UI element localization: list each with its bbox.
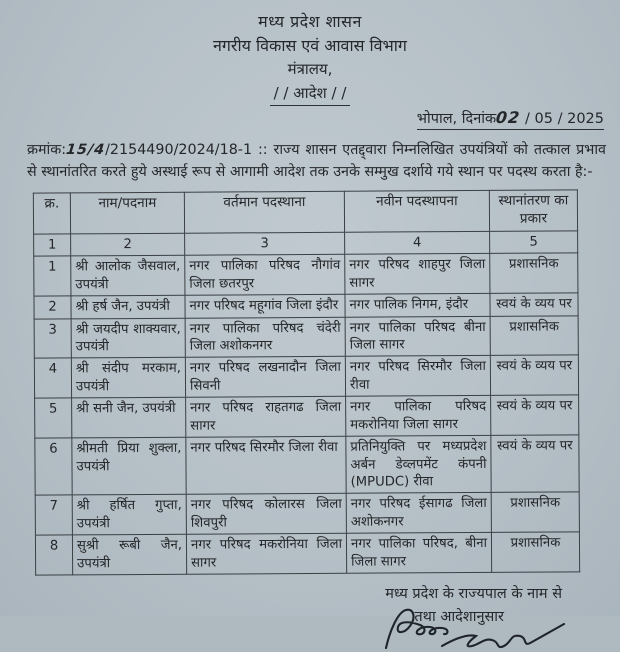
cell-sno: 2 [34,297,71,320]
table-row [35,493,579,536]
cell-name: श्री जयदीप शाक्यवार, उपयंत्री [71,318,185,359]
order-paragraph [27,140,606,183]
cell-new-posting: नगर पालिका परिषद बीना जिला सागर [345,316,490,357]
cell-current-posting: नगर पालिका परिषद चंदेरी जिला अशोकनगर [185,317,345,358]
cell-name: सुश्री रूबी जैन, उपयंत्री [72,535,186,576]
table-row [35,396,579,439]
cell-transfer-type: स्वयं के व्यय पर [490,293,578,316]
order-heading: / / आदेश / / [270,82,351,107]
cell-name: श्री आलोक जैसवाल, उपयंत्री [71,256,185,297]
header-current-posting: वर्तमान पदस्थाना [184,192,344,234]
signature-block [0,583,620,628]
cell-transfer-type: प्रशासनिक [490,316,578,356]
cell-transfer-type: प्रशासनिक [491,532,579,572]
header-new-posting: नवीन पदस्थापना [344,191,489,233]
cell-transfer-type: स्वयं के व्यय पर [491,396,579,436]
cell-transfer-type: स्वयं के व्यय पर [490,356,578,396]
place-date-line [0,108,620,130]
cell-name: श्री सनी जैन, उपयंत्री [72,398,186,439]
cell-current-posting: नगर परिषद सिरमौर जिला रीवा [186,437,346,495]
table-row [35,532,579,575]
ministry-line: मंत्रालय, [287,60,333,78]
cell-new-posting: नगर परिषद ईसागढ जिला अशोकनगर [346,493,491,534]
table-row [34,254,578,297]
handwritten-day: 02 [495,108,522,127]
cell-new-posting: नगर परिषद शाहपुर जिला सागर [345,254,490,295]
colnum-3: 3 [185,233,345,256]
cell-sno: 4 [34,359,71,399]
department-title: नगरीय विकास एवं आवास विभाग [213,36,407,55]
cell-current-posting: नगर परिषद महूगांव जिला इंदौर [185,295,345,318]
table-row [34,356,578,399]
colnum-5: 5 [490,231,578,254]
colnum-1: 1 [34,234,71,257]
header-sno: क्र. [33,193,70,234]
place-date-rest: / 05 / 2025 [520,111,604,127]
ref-label: क्रमांक: [27,142,67,158]
cell-sno: 7 [35,496,72,536]
cell-name: श्री हर्ष जैन, उपयंत्री [71,296,185,319]
cell-transfer-type: स्वयं के व्यय पर [491,435,579,493]
cell-new-posting: नगर परिषद सिरमौर जिला रीवा [345,356,490,397]
by-order-line: तथा आदेशानुसार [414,608,504,625]
cell-name: श्री संदीप मरकाम, उपयंत्री [71,358,185,399]
cell-current-posting: नगर परिषद लखनादौन जिला सिवनी [185,357,345,398]
handwritten-ref-number: 15/4 [65,142,107,158]
govt-title: मध्य प्रदेश शासन [258,12,362,31]
cell-sno: 8 [35,536,72,576]
cell-current-posting: नगर पालिका परिषद नौगांव जिला छतरपुर [185,255,345,296]
governor-name-line: मध्य प्रदेश के राज्यपाल के नाम से [385,586,562,603]
cell-new-posting: नगर पालिक निगम, इंदौर [345,294,490,317]
document-header [0,0,620,106]
header-transfer-type: स्थानांतरण का प्रकार [489,190,577,231]
table-row [35,435,579,496]
cell-new-posting: नगर पालिका परिषद मकरोनिया जिला सागर [346,396,491,437]
cell-transfer-type: प्रशासनिक [490,254,578,294]
ref-rest: /2154490/2024/18-1 :: [105,142,274,158]
cell-current-posting: नगर परिषद कोलारस जिला शिवपुरी [186,494,346,535]
header-name: नाम/पदनाम [70,193,184,235]
cell-new-posting: प्रतिनियुक्ति पर मध्यप्रदेश अर्बन डेव्लपमेंट कंपनी (MPUDC) रीवा [346,436,491,494]
table-row [34,316,578,359]
cell-current-posting: नगर परिषद मकरोनिया जिला सागर [186,534,346,575]
cell-current-posting: नगर परिषद राहतगढ जिला सागर [186,397,346,438]
colnum-2: 2 [71,234,185,257]
cell-sno: 3 [34,319,71,359]
cell-name: श्री हर्षित गुप्ता, उपयंत्री [72,495,186,536]
cell-name: श्रीमती प्रिया शुक्ला, उपयंत्री [72,438,186,496]
place-date-prefix: भोपाल, दिनांक [416,111,497,127]
transfer-table [33,190,580,576]
cell-sno: 6 [35,438,72,495]
cell-new-posting: नगर पालिका परिषद, बीना जिला सागर [346,533,491,574]
order-body-text: राज्य शासन एतद्द्वारा निम्नलिखित उपयंत्रियों को तत्काल प्रभाव से स्थानांतरित करते हुये अस्थाई रूप से आगामी आदेश तक उनके सम्मुख दर्शाये गये स्थान पर पदस्थ करता है:- [27,142,606,180]
cell-sno: 1 [34,257,71,297]
place-date-underlined [417,108,604,130]
table-header-row [33,190,577,234]
cell-transfer-type: प्रशासनिक [491,493,579,533]
cell-sno: 5 [35,399,72,439]
colnum-4: 4 [345,232,490,255]
